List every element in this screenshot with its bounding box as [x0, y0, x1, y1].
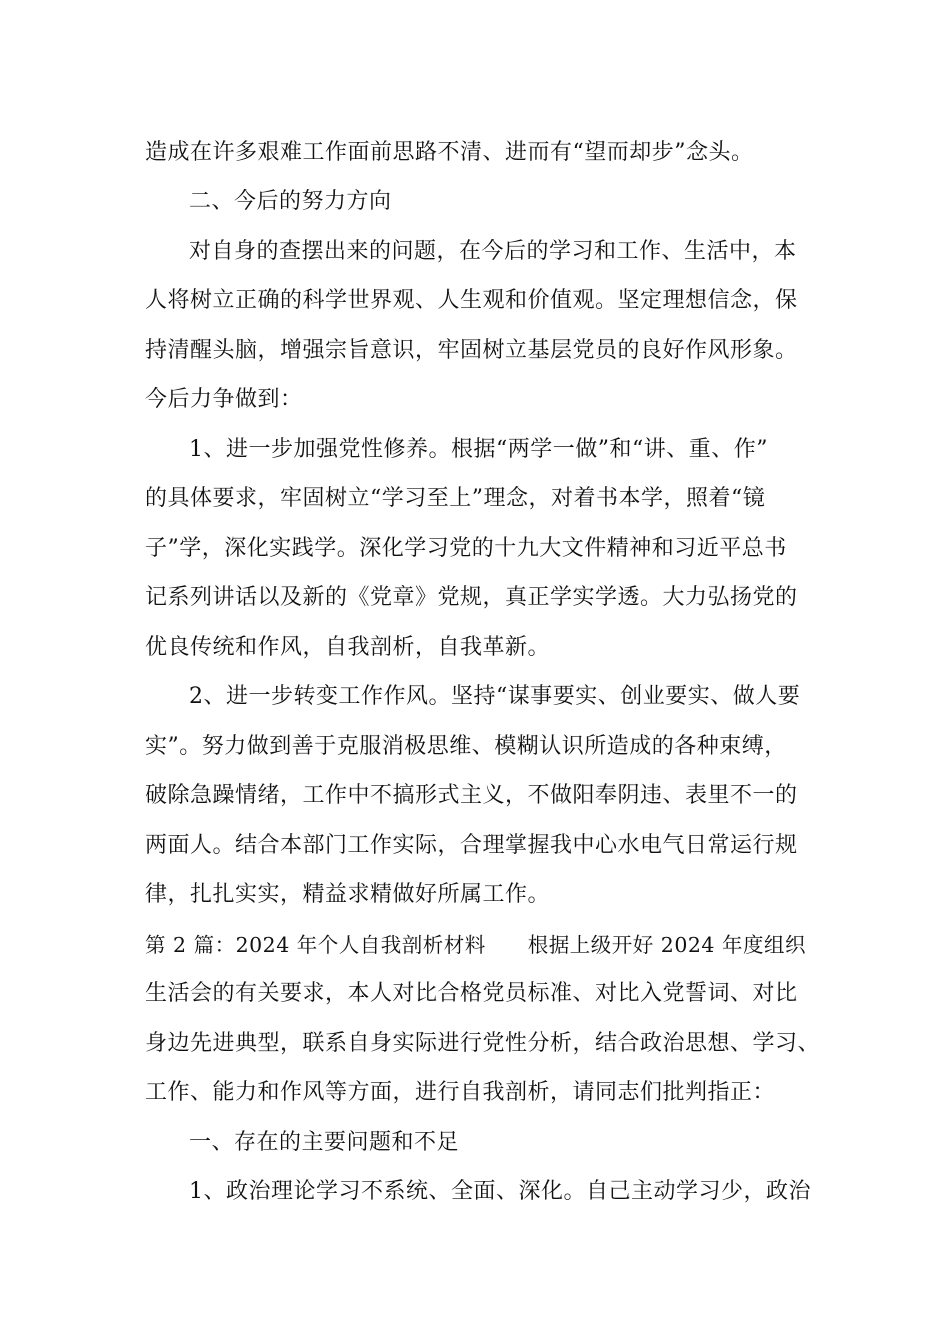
body-line-7: 1、进一步加强党性修养。根据“两学一做”和“讲、重、作”: [189, 437, 768, 462]
body-line-18: 生活会的有关要求，本人对比合格党员标准、对比入党誓词、对比: [145, 981, 798, 1006]
body-line-12: 2、进一步转变工作作风。坚持“谋事要实、创业要实、做人要: [189, 684, 801, 709]
body-line-10: 记系列讲话以及新的《党章》党规，真正学实学透。大力弘扬党的: [145, 585, 798, 610]
body-line-1: 造成在许多艰难工作面前思路不清、进而有“望而却步”念头。: [145, 140, 754, 165]
body-line-9: 子”学，深化实践学。深化学习党的十九大文件精神和习近平总书: [145, 536, 787, 561]
body-line-6: 今后力争做到：: [145, 387, 303, 412]
body-line-11: 优良传统和作风，自我剖析，自我革新。: [145, 635, 551, 660]
body-line-22: 1、政治理论学习不系统、全面、深化。自己主动学习少，政治: [189, 1179, 811, 1204]
body-line-20: 工作、能力和作风等方面，进行自我剖析，请同志们批判指正：: [145, 1080, 776, 1105]
body-line-15: 两面人。结合本部门工作实际，合理掌握我中心水电气日常运行规: [145, 833, 798, 858]
section-heading-future-direction: 二、今后的努力方向: [189, 189, 392, 214]
body-line-4: 人将树立正确的科学世界观、人生观和价值观。坚定理想信念，保: [145, 288, 798, 313]
body-line-3: 对自身的查摆出来的问题，在今后的学习和工作、生活中，本: [189, 239, 797, 264]
body-line-16: 律，扎扎实实，精益求精做好所属工作。: [145, 882, 551, 907]
body-line-5: 持清醒头脑，增强宗旨意识，牢固树立基层党员的良好作风形象。: [145, 338, 798, 363]
article-2-title-line: 第 2 篇：2024 年个人自我剖析材料 根据上级开好 2024 年度组织: [145, 933, 806, 957]
section-heading-main-problems: 一、存在的主要问题和不足: [189, 1130, 460, 1155]
body-line-14: 破除急躁情绪，工作中不搞形式主义，不做阳奉阴违、表里不一的: [145, 783, 798, 808]
body-line-19: 身边先进典型，联系自身实际进行党性分析，结合政治思想、学习、: [145, 1031, 821, 1056]
body-line-8: 的具体要求，牢固树立“学习至上”理念，对着书本学，照着“镜: [145, 486, 766, 511]
body-line-13: 实”。努力做到善于克服消极思维、模糊认识所造成的各种束缚，: [145, 734, 787, 759]
